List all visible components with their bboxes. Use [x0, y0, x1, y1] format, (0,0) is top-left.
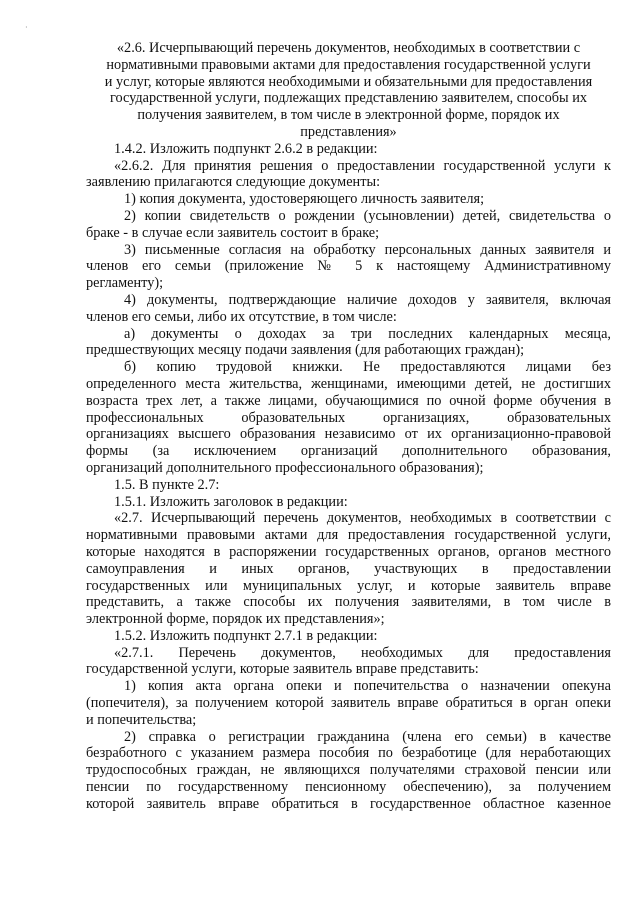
text-line: самоуправления и иных органов, участвующих в предоставлении — [86, 560, 611, 577]
text-line: и услуг, которые являются необходимыми и обязательными для предоставления — [104, 73, 593, 90]
text-line: «2.6. Исчерпывающий перечень документов, необходимых в соответствии с — [116, 40, 581, 56]
text-line: 2) справка о регистрации гражданина (члена его семьи) в качестве — [124, 728, 611, 745]
text-line: предшествующих месяцу подачи заявления (для работающих граждан); — [86, 342, 525, 359]
text-line: организаций дополнительного профессионального образования); — [86, 459, 484, 476]
text-line: 1) копия акта органа опеки и попечительства о назначении опекуна — [124, 678, 611, 695]
text-line: государственной услуги, которые заявитель вправе представить: — [86, 661, 479, 678]
paragraph-2-7-1 — [86, 645, 611, 679]
text-line: безработного с указанием размера пособия по безработице (для неработающих — [86, 745, 611, 762]
text-line: 4) документы, подтверждающие наличие доходов у заявителя, включая — [124, 291, 611, 308]
text-line: 3) письменные согласия на обработку персональных данных заявителя и — [124, 241, 611, 258]
item-1-4-2: 1.4.2. Изложить подпункт 2.6.2 в редакции: — [114, 140, 378, 157]
text-line: получения заявителем, в том числе в электронной форме, порядок их — [137, 107, 560, 124]
document-item-4 — [86, 292, 611, 326]
text-line: б) копию трудовой книжки. Не предоставляются лицами без — [124, 359, 611, 376]
text-line: электронной форме, порядок их представления»; — [86, 611, 385, 628]
document-item-2 — [86, 208, 611, 242]
text-line: государственных или муниципальных услуг, и которые заявитель вправе — [86, 577, 611, 594]
text-line: «2.6.2. Для принятия решения о предоставлении государственной услуги к — [114, 157, 611, 174]
text-line: формы (за исключением организаций дополнительного образования, — [86, 443, 611, 460]
text-line: членов его семьи, либо их отсутствие, в том числе: — [86, 308, 397, 325]
text-line: заявлению прилагаются следующие документы: — [86, 174, 381, 191]
heading-2-6 — [86, 40, 611, 141]
text-line: которые находятся в распоряжении государственных органов, органов местного — [86, 543, 611, 560]
text-line: профессиональных образовательных организациях, образовательных — [86, 409, 611, 426]
text-line: 2) копии свидетельств о рождении (усыновлении) детей, свидетельства о — [124, 207, 611, 224]
text-line: организациях высшего образования независимо от их организационно-правовой — [86, 426, 611, 443]
text-line: нормативными правовыми актами для предоставления государственной услуги, — [86, 527, 611, 544]
optional-document-2 — [86, 729, 611, 813]
text-line: пенсии по государственному пенсионному обеспечению), за получением — [86, 779, 611, 796]
text-line: членов его семьи (приложение № 5 к настоящему Административному — [86, 258, 611, 275]
text-line: а) документы о доходах за три последних календарных месяца, — [124, 325, 611, 342]
text-line: браке - в случае если заявитель состоит в браке; — [86, 224, 380, 241]
item-1-5-2: 1.5.2. Изложить подпункт 2.7.1 в редакции: — [114, 627, 378, 644]
text-line: регламенту); — [86, 275, 164, 292]
document-item-4a — [86, 326, 611, 360]
text-line: нормативными правовыми актами для предоставления государственной услуги — [106, 56, 591, 73]
text-line: которой заявитель вправе обратиться в государственное областное казенное — [86, 795, 611, 812]
text-line: «2.7. Исчерпывающий перечень документов, необходимых в соответствии с — [114, 510, 611, 527]
item-1-5-1: 1.5.1. Изложить заголовок в редакции: — [114, 493, 348, 510]
corner-mark: · — [25, 23, 28, 32]
text-line: представления» — [300, 123, 397, 140]
document-item-4b — [86, 359, 611, 477]
document-item-3 — [86, 242, 611, 292]
text-line: определенного места жительства, женщинами, имеющими детей, не достигших — [86, 375, 611, 392]
document-item-1: 1) копия документа, удостоверяющего личность заявителя; — [124, 191, 485, 208]
heading-2-7 — [86, 510, 611, 628]
text-line: возраста трех лет, а также лицами, обучающимися по очной форме обучения в — [86, 392, 611, 409]
optional-document-1 — [86, 678, 611, 728]
text-line: трудоспособных граждан, не являющихся получателями страховой пенсии или — [86, 762, 611, 779]
text-line: (попечителя), за получением которой заявитель вправе обратиться в орган опеки — [86, 695, 611, 712]
text-line: представить, а также способы их получения заявителями, в том числе в — [86, 594, 611, 611]
text-line: «2.7.1. Перечень документов, необходимых для предоставления — [114, 644, 611, 661]
document-body — [86, 40, 611, 813]
text-line: и попечительства; — [86, 711, 197, 728]
text-line: государственной услуги, подлежащих представлению заявителем, способы их — [109, 90, 588, 107]
item-1-5: 1.5. В пункте 2.7: — [114, 476, 220, 493]
paragraph-2-6-2 — [86, 158, 611, 192]
